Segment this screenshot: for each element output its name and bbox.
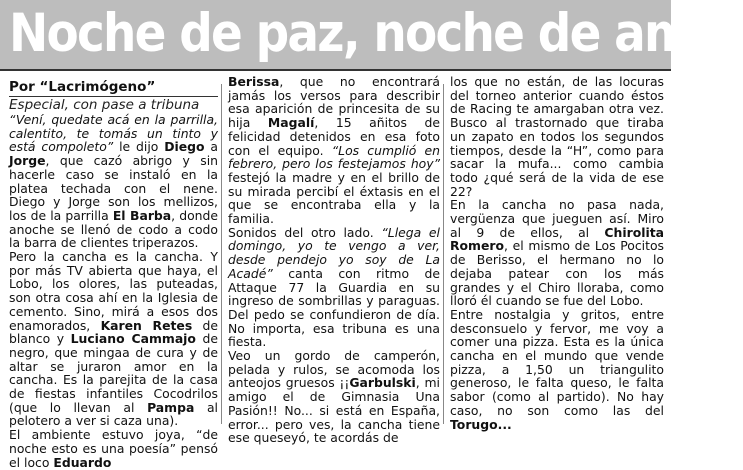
italic-quote: “Los cumplió en febrero, pero los festejamos hoy” <box>228 142 440 172</box>
paragraph <box>9 113 218 250</box>
paragraph <box>450 75 664 198</box>
text-run: , el mismo de Los Pocitos de Berisso, el hermano no lo dejaba patear con los más grandes y el Chiro lloraba, como lloró él cuando se fue del Lobo. <box>450 238 664 309</box>
text-run: Sonidos del otro lado. <box>228 224 382 240</box>
column-1-body <box>9 113 218 469</box>
headline-banner <box>0 0 743 71</box>
bold-name: Berissa <box>228 74 280 89</box>
paragraph <box>9 428 218 469</box>
column-3 <box>450 75 664 431</box>
byline: Por “Lacrimógeno” <box>9 79 218 97</box>
bold-name: Pampa <box>147 399 195 415</box>
paragraph <box>450 198 664 308</box>
column-2-body <box>228 75 440 445</box>
paragraph <box>228 349 440 445</box>
kicker: Especial, con pase a tribuna <box>9 97 200 113</box>
text-run: , que no encontrará jamás los versos para describir esa aparición de princesita de su hija <box>228 74 440 131</box>
paragraph <box>450 308 664 431</box>
text-run: Entre nostalgia y gritos, entre desconsuelo y fervor, me voy a comer una pizza. Esta es la única cancha en el mundo que vende pizza, a 1,50 un triangulito generoso, le falta queso, le falta sabor (como al partido). No hay caso, no son como las del <box>450 306 664 418</box>
text-run: de blanco y <box>9 317 218 347</box>
text-run: a <box>204 139 218 155</box>
text-run: Veo un gordo de camperón, pelada y rulos, se acomoda los anteojos gruesos ¡¡ <box>228 348 440 391</box>
bold-name: Jorge <box>9 153 46 169</box>
bold-name: El Barba <box>112 207 172 223</box>
headline: Noche de paz, noche de amor <box>9 3 743 64</box>
text-run: los que no están, de las locuras del torneo anterior cuando éstos de Racing te amargaban otra vez. Busco al trastornado que tiraba un zapato en todos los segundos tiempos, desde la “H”, como para sacar la mufa... como cambia todo ¿qué será de la vida de ese 22? <box>450 74 664 199</box>
bold-name: Magalí <box>267 115 315 131</box>
text-run: canta con ritmo de Attaque 77 la Guardia en su ingreso de sombrillas y paraguas. Del pedo se confundieron de día. No importa, esa tribuna es una fiesta. <box>228 265 440 350</box>
text-run: , donde anoche se llenó de codo a codo la barra de clientes triperazos. <box>9 207 219 251</box>
bold-name: Torugo... <box>450 416 512 432</box>
paragraph <box>228 226 440 349</box>
column-divider <box>443 84 444 424</box>
text-run: En la cancha no pasa nada, vergüenza que jueguen así. Miro al 9 de ellos, al <box>450 197 664 240</box>
text-run: , que cazó abrigo y sin hacerle caso se instaló en la platea techada con el nene. Diego y Jorge son los mellizos, los de la parrilla <box>9 153 218 223</box>
text-run: al pelotero a ver si caza una). <box>9 399 218 429</box>
text-run: El ambiente estuvo joya, “de noche esto es una poesía” pensó el loco <box>9 427 218 470</box>
text-run: festejó la madre y en el brillo de su mirada percibí el éxtasis en el que se encontraba ella y la familia. <box>228 169 440 227</box>
italic-quote: “Vení, quedate acá en la parrilla, calentito, te tomás un tinto y está compoleto” <box>9 112 218 155</box>
bold-name: Luciano Cammajo <box>70 331 196 347</box>
column-3-body <box>450 75 664 431</box>
bold-name: Chirolita Romero <box>450 224 664 254</box>
text-run: le dijo <box>113 139 165 155</box>
column-2 <box>228 75 440 445</box>
text-run: de negro, que mingaa de cura y de altar se juraron amor en la cancha. Es la parejita de la casa de fiestas infantiles Cocodrilos (que lo llevan al <box>9 331 219 415</box>
italic-quote: “Llega el domingo, yo te vengo a ver, desde pendejo yo soy de La Acadé” <box>228 224 440 281</box>
bold-name: Karen Retes <box>100 317 193 333</box>
paragraph <box>9 250 218 428</box>
paragraph <box>228 75 440 226</box>
bold-name: Eduardo <box>53 454 112 470</box>
text-run: , 15 añitos de felicidad detenidos en esa foto con el equipo. <box>228 115 440 158</box>
bold-name: Diego <box>164 139 205 155</box>
bold-name: Garbulski <box>349 375 416 391</box>
column-1 <box>9 79 218 469</box>
text-run: Pero la cancha es la cancha. Y por más TV abierta que haya, el Lobo, los olores, las puteadas, son otra cosa ahí en la Iglesia de cemento. Sino, mirá a esos dos enamorados, <box>9 249 218 333</box>
column-divider <box>221 84 222 424</box>
text-run: , mi amigo el de Gimnasia Una Pasión!! No... si está en España, error... pero ves, la cancha tiene ese queseyó, te acordás de <box>228 375 440 446</box>
